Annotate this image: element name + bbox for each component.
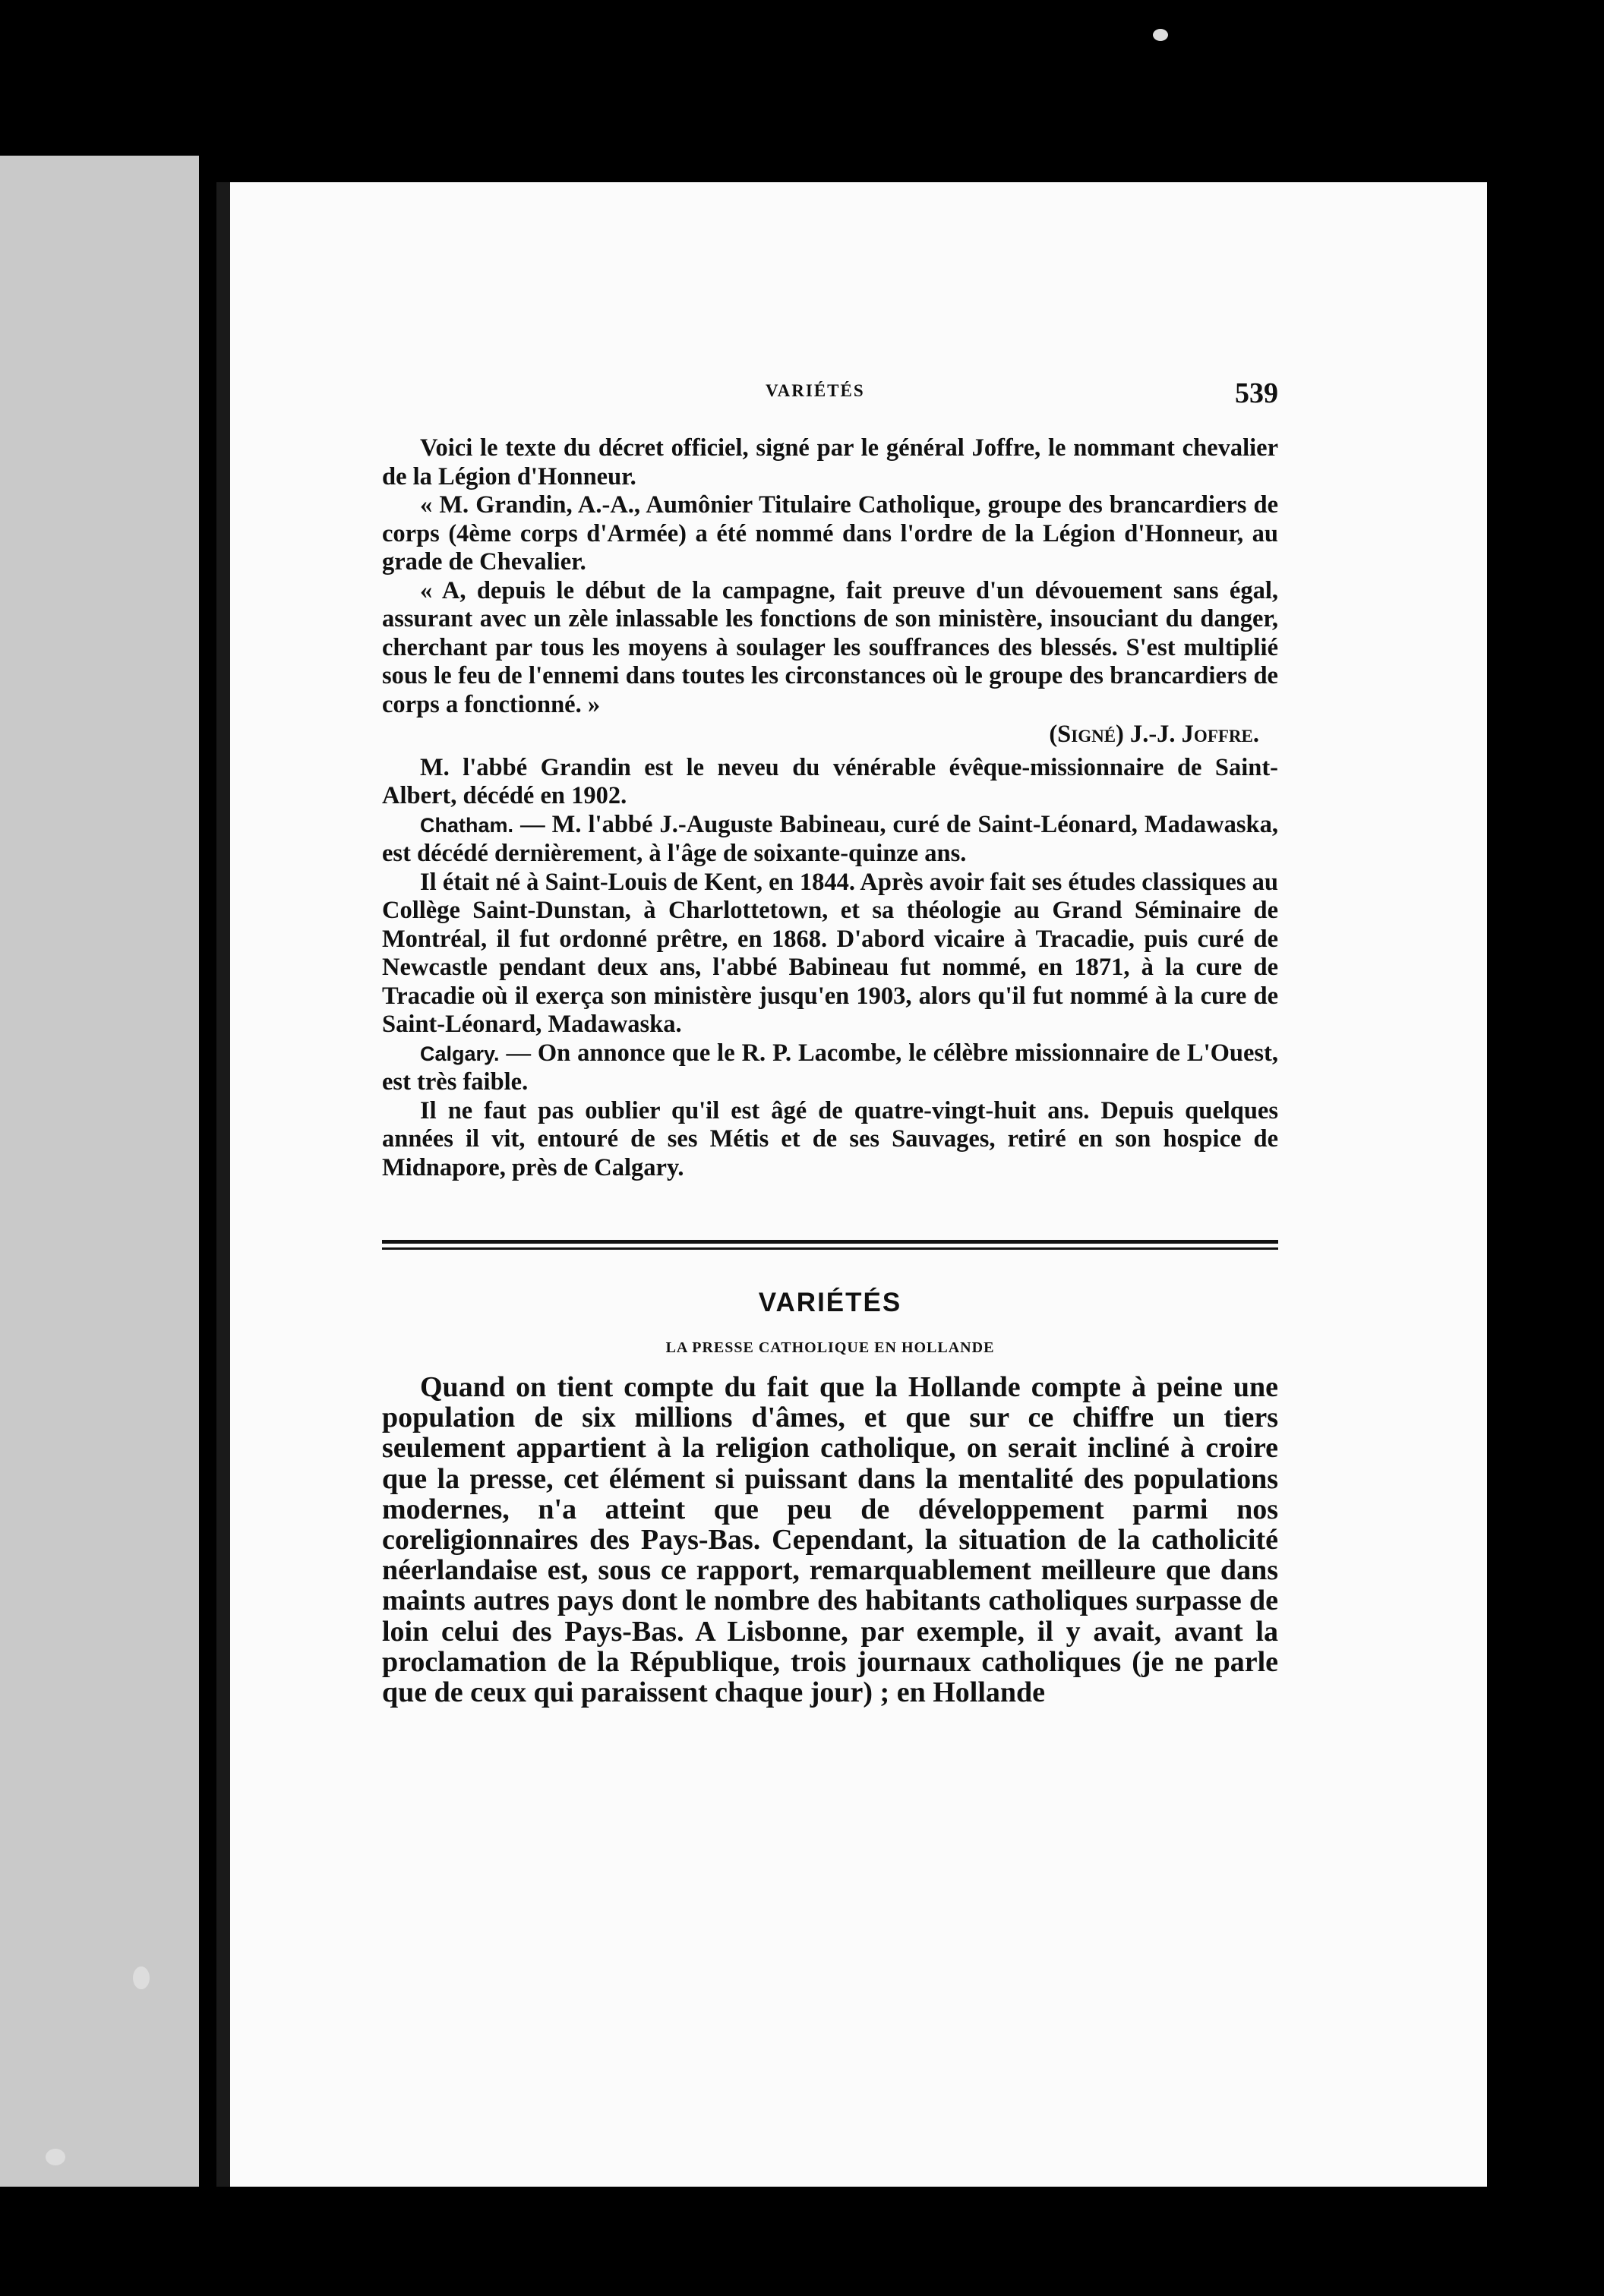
chatham-text: — M. l'abbé J.-Auguste Babineau, curé de Saint-Léonard, Madawaska, est décédé dernièrement, à l'âge de soixante-quinze ans. [382,810,1278,867]
paragraph-lacombe: Il ne faut pas oublier qu'il est âgé de quatre-vingt-huit ans. Depuis quelques années il vit, entouré de ses Métis et de ses Sauvages, retiré en son hospice de Midnapore, près de Calgary. [382,1096,1278,1181]
page-text-area [382,377,1278,1709]
paragraph-presse: Quand on tient compte du fait que la Hollande compte à peine une population de six millions d'âmes, et que sur ce chiffre un tiers seulement appartient à la religion catholique, on serait incliné à croire que la presse, cet élément si puissant dans la mentalité des populations modernes, n'a atteint que peu de développement parmi nos coreligionnaires des Pays-Bas. Cependant, la situation de la catholicité néerlandaise est, sous ce rapport, remarquablement meilleure que dans maints autres pays dont le nombre des habitants catholiques surpasse de loin celui des Pays-Bas. A Lisbonne, par exemple, il y avait, avant la proclamation de la République, trois journaux catholiques (je ne parle que de ceux qui paraissent chaque jour) ; en Hollande [382,1371,1278,1709]
paragraph-decree-motive: « A, depuis le début de la campagne, fait preuve d'un dévouement sans égal, assurant avec un zèle inlassable les fonctions de son ministère, insouciant du danger, cherchant par tous les moyens à soulager les souffrances des blessés. S'est multiplié sous le feu de l'ennemi dans toutes les circonstances où le groupe des brancardiers de corps a fonctionné. » [382,576,1278,718]
page-number: 539 [1235,377,1278,409]
section-subtitle: LA PRESSE CATHOLIQUE EN HOLLANDE [665,1339,995,1356]
calgary-text: — On annonce que le R. P. Lacombe, le célèbre missionnaire de L'Ouest, est très faible. [382,1039,1278,1096]
paragraph-calgary [382,1039,1278,1097]
section-divider [382,1240,1278,1250]
dust-speck [1153,29,1168,41]
book-page [216,182,1487,2187]
place-heading-chatham: Chatham. [420,813,514,837]
paragraph-decree-intro: Voici le texte du décret officiel, signé par le général Joffre, le nommant chevalier de la Légion d'Honneur. [382,434,1278,490]
place-heading-calgary: Calgary. [420,1042,500,1065]
paragraph-decree-citation: « M. Grandin, A.-A., Aumônier Titulaire Catholique, groupe des brancardiers de corps (4ème corps d'Armée) a été nommé dans l'ordre de la Légion d'Honneur, au grade de Chevalier. [382,491,1278,576]
paragraph-babineau: Il était né à Saint-Louis de Kent, en 1844. Après avoir fait ses études classiques au Collège Saint-Dunstan, à Charlottetown, et sa théologie au Grand Séminaire de Montréal, il fut ordonné prêtre, en 1868. D'abord vicaire à Tracadie, puis curé de Newcastle pendant deux ans, l'abbé Babineau fut nommé, en 1871, à la cure de Tracadie où il exerça son ministère jusqu'en 1903, alors qu'il fut nommé à la cure de Saint-Léonard, Madawaska. [382,868,1278,1038]
section-title: VARIÉTÉS [758,1288,902,1317]
dust-speck [133,1966,150,1989]
paragraph-chatham [382,811,1278,869]
running-head: VARIÉTÉS [766,381,865,400]
page-header [382,377,1278,434]
article-body [382,1372,1278,1708]
paragraph-grandin: M. l'abbé Grandin est le neveu du vénérable évêque-missionnaire de Saint-Albert, décédé en 1902. [382,753,1278,809]
previous-page-edge [0,156,199,2187]
dust-speck [46,2149,65,2165]
decree-signature: (Signé) J.-J. Joffre. [1049,721,1259,748]
